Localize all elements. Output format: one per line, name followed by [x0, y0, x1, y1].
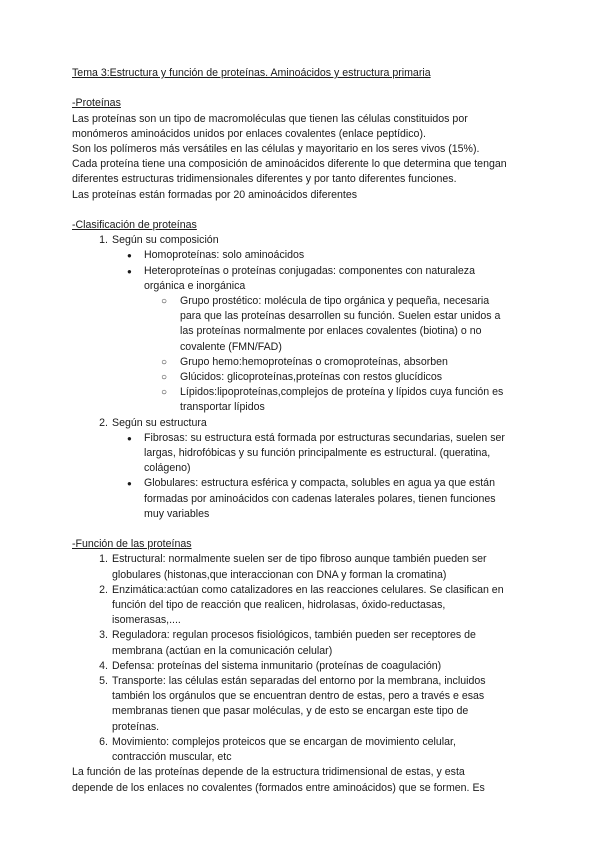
bullet-item — [72, 248, 532, 263]
function-line: Defensa: proteínas del sistema inmunitario (proteínas de coagulación) — [112, 659, 442, 672]
body-line: Son los polímeros más versátiles en las células y mayoritario en los seres vivos (15%). — [72, 143, 480, 155]
section-heading-proteinas: -Proteínas — [72, 97, 121, 110]
sub-bullet-item — [72, 370, 532, 385]
function-line: también los orgánulos que se encuentran dentro de estas, pero a través e esas — [112, 690, 485, 703]
list-number: 1. — [99, 234, 108, 247]
function-line: membranas tienen que pasar moléculas, y de esto se encargan este tipo de — [112, 705, 469, 718]
list-number: 5. — [99, 675, 108, 688]
bullet-line: colágeno) — [144, 462, 191, 475]
list-label: Según su composición — [112, 234, 219, 247]
function-item — [72, 552, 532, 582]
sub-bullet-line: Glúcidos: glicoproteínas,proteínas con restos glucídicos — [180, 371, 443, 384]
body-line: Las proteínas son un tipo de macromoléculas que tienen las células constituidos por — [72, 112, 468, 125]
bullet-line: largas, hidrofóbicas y su función principalmente es estructural. (queratina, — [144, 447, 491, 460]
bullet-icon: ● — [127, 266, 132, 276]
list-number: 6. — [99, 735, 108, 748]
list-number: 2. — [99, 583, 108, 596]
sub-bullet-line: covalente (FMN/FAD) — [180, 340, 282, 353]
bullet-item — [72, 431, 532, 477]
circle-bullet-icon: ○ — [161, 356, 168, 368]
bullet-line: Homoproteínas: solo aminoácidos — [144, 249, 305, 262]
function-line: Enzimática:actúan como catalizadores en las reacciones celulares. Se clasifican en — [112, 583, 504, 596]
function-line: isomerasas,.... — [112, 614, 181, 627]
list-number: 3. — [99, 629, 108, 642]
function-item — [72, 674, 532, 735]
sub-bullet-line: transportar lípidos — [180, 401, 265, 414]
function-line: Reguladora: regulan procesos fisiológicos, también pueden ser receptores de — [112, 629, 476, 642]
function-item — [72, 735, 532, 765]
body-line: Las proteínas están formadas por 20 aminoácidos diferentes — [72, 188, 358, 201]
circle-bullet-icon: ○ — [161, 387, 168, 399]
function-line: proteínas. — [112, 720, 160, 733]
bullet-icon: ● — [127, 479, 132, 489]
document-page — [72, 66, 532, 796]
bullet-icon: ● — [127, 251, 132, 261]
body-line: Cada proteína tiene una composición de aminoácidos diferente lo que determina que tengan — [72, 158, 507, 171]
list-item — [72, 233, 532, 248]
bullet-item — [72, 476, 532, 522]
function-line: función del tipo de reacción que realicen, hidrolasas, óxido-reductasas, — [112, 599, 446, 612]
bullet-line: formadas por aminoácidos con cadenas laterales polares, tienen funciones — [144, 492, 496, 505]
body-line: diferentes estructuras tridimensionales diferentes y por tanto diferentes funciones. — [72, 173, 457, 186]
function-item — [72, 659, 532, 674]
document-title: Tema 3:Estructura y función de proteínas. Aminoácidos y estructura primaria — [72, 67, 431, 79]
function-line: globulares (histonas,que interaccionan con DNA y forman la cromatina) — [112, 568, 447, 581]
function-item — [72, 628, 532, 658]
sub-bullet-line: Lípidos:lipoproteínas,complejos de proteína y lípidos cuya función es — [180, 386, 504, 399]
sub-bullet-item — [72, 385, 532, 415]
bullet-item — [72, 264, 532, 294]
circle-bullet-icon: ○ — [161, 296, 168, 308]
list-label: Según su estructura — [112, 416, 207, 429]
list-number: 1. — [99, 553, 108, 566]
bullet-icon: ● — [127, 433, 132, 443]
section-heading-clasificacion: -Clasificación de proteínas — [72, 219, 197, 231]
function-item — [72, 583, 532, 629]
sub-bullet-line: para que las proteínas desarrollen su función. Suelen estar unidos a — [180, 310, 501, 323]
function-line: membrana (actúan en la comunicación celular) — [112, 644, 333, 657]
body-line: monómeros aminoácidos unidos por enlaces covalentes (enlace peptídico). — [72, 127, 426, 140]
sub-bullet-item — [72, 355, 532, 370]
sub-bullet-line: Grupo hemo:hemoproteínas o cromoproteínas, absorben — [180, 355, 448, 368]
bullet-line: Fibrosas: su estructura está formada por estructuras secundarias, suelen ser — [144, 431, 505, 444]
bullet-line: Globulares: estructura esférica y compacta, solubles en agua ya que están — [144, 477, 495, 490]
bullet-line: orgánica e inorgánica — [144, 279, 246, 292]
sub-bullet-item — [72, 294, 532, 355]
list-number: 4. — [99, 659, 108, 672]
function-line: contracción muscular, etc — [112, 751, 232, 764]
sub-bullet-line: las proteínas normalmente por enlaces covalentes (biotina) o no — [180, 325, 482, 338]
body-line: depende de los enlaces no covalentes (formados entre aminoácidos) que se formen. Es — [72, 781, 485, 794]
body-line: La función de las proteínas depende de la estructura tridimensional de estas, y esta — [72, 766, 465, 779]
function-line: Estructural: normalmente suelen ser de tipo fibroso aunque también pueden ser — [112, 553, 487, 566]
sub-bullet-line: Grupo prostético: molécula de tipo orgánica y pequeña, necesaria — [180, 295, 490, 308]
bullet-line: Heteroproteínas o proteínas conjugadas: componentes con naturaleza — [144, 264, 475, 277]
circle-bullet-icon: ○ — [161, 372, 168, 384]
bullet-line: muy variables — [144, 507, 210, 520]
function-line: Movimiento: complejos proteicos que se encargan de movimiento celular, — [112, 735, 456, 748]
list-item — [72, 416, 532, 431]
function-line: Transporte: las células están separadas del entorno por la membrana, incluidos — [112, 675, 486, 688]
list-number: 2. — [99, 416, 108, 429]
section-heading-funcion: -Función de las proteínas — [72, 538, 192, 551]
